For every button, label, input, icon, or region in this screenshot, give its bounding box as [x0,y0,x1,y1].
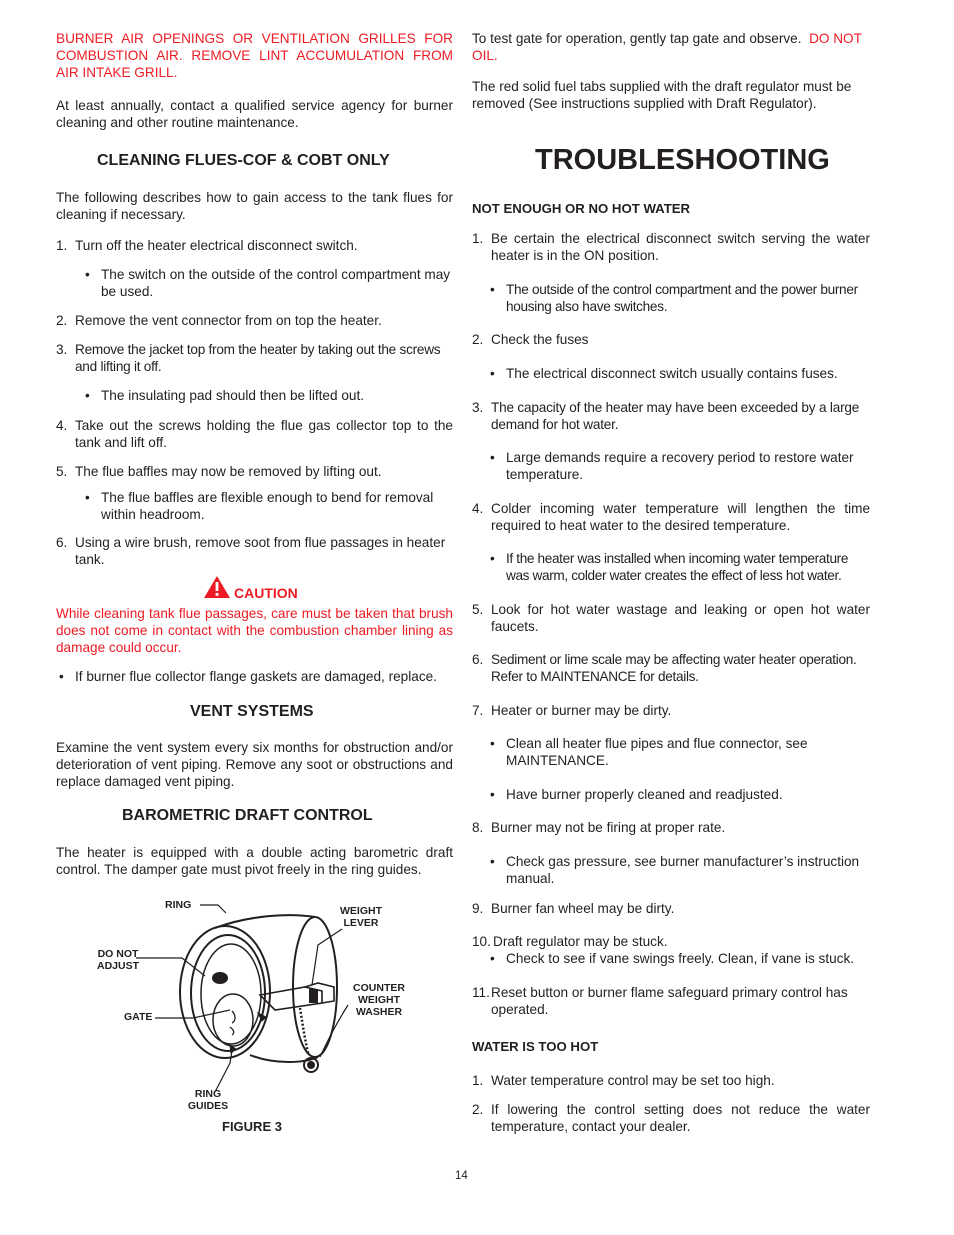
item-number: 10. [472,934,491,949]
item-number: 2. [472,1102,484,1117]
caution-text: While cleaning tank flue passages, care must be taken that brush does not come in contact with the combustion chamber lining as damage could occur. [56,606,453,655]
water-too-hot-heading: WATER IS TOO HOT [472,1039,599,1054]
vent-systems-heading: VENT SYSTEMS [190,703,314,720]
step-text: Using a wire brush, remove soot from flue passages in heater tank. [75,535,446,567]
item-number: 1. [472,1073,484,1088]
step-number: 1. [56,238,68,253]
test-gate-text: To test gate for operation, gently tap gate and observe. [472,31,802,46]
item-bullet: • Check gas pressure, see burner manufacturer’s instruction manual. [506,853,870,887]
caution-label: CAUTION [234,585,298,601]
item-text: Burner fan wheel may be dirty. [491,901,675,916]
step-bullet: • The flue baffles are flexible enough to bend for removal within headroom. [101,489,453,523]
step-number: 5. [56,464,68,479]
item-number: 9. [472,901,484,916]
figure-3-caption: FIGURE 3 [222,1119,282,1134]
figure-label-weight-lever: WEIGHT LEVER [340,905,382,929]
item-text: Colder incoming water temperature will lengthen the time required to heat water to the desired temperature. [491,501,870,533]
item-number: 4. [472,501,484,516]
item-number: 5. [472,602,484,617]
item-text: Sediment or lime scale may be affecting water heater operation. Refer to MAINTENANCE for details. [491,652,857,684]
step-text: Turn off the heater electrical disconnect switch. [75,238,358,253]
item-number: 1. [472,231,484,246]
step-number: 6. [56,535,68,550]
red-tabs-paragraph: The red solid fuel tabs supplied with the draft regulator must be removed (See instructions supplied with Draft Regulator). [472,79,852,111]
item-bullet: • Clean all heater flue pipes and flue connector, see MAINTENANCE. [506,735,836,769]
step-text: Remove the vent connector from on top the heater. [75,313,382,328]
item-text: Look for hot water wastage and leaking or open hot water faucets. [491,602,870,634]
item-bullet: • The outside of the control compartment and the power burner housing also have switches. [506,281,870,315]
item-text: Burner may not be firing at proper rate. [491,820,726,835]
step-text: Remove the jacket top from the heater by taking out the screws and lifting it off. [75,342,441,374]
intro-warning: BURNER AIR OPENINGS OR VENTILATION GRILLES FOR COMBUSTION AIR. REMOVE LINT ACCUMULATION FROM AIR INTAKE GRILL. [56,31,453,80]
barometric-draft-heading: BAROMETRIC DRAFT CONTROL [122,807,373,824]
item-number: 3. [472,400,484,415]
page-number: 14 [455,1170,468,1182]
item-text: Heater or burner may be dirty. [491,703,672,718]
test-gate-paragraph [472,30,870,64]
figure-label-ring-guides: RING GUIDES [187,1088,229,1112]
step-text: The flue baffles may now be removed by lifting out. [75,464,382,479]
warning-triangle-icon [203,575,231,599]
item-bullet: • Have burner properly cleaned and readjusted. [506,786,870,803]
step-bullet: • The insulating pad should then be lifted out. [101,387,453,404]
barometric-draft-text: The heater is equipped with a double acting barometric draft control. The damper gate must pivot freely in the ring guides. [56,845,453,877]
no-hot-water-heading: NOT ENOUGH OR NO HOT WATER [472,201,691,216]
item-number: 11. [472,985,490,1000]
item-bullet: • Check to see if vane swings freely. Clean, if vane is stuck. [506,950,870,967]
item-bullet: • If the heater was installed when incoming water temperature was warm, colder water creates the effect of less hot water. [506,550,870,584]
step-bullet: • The switch on the outside of the control compartment may be used. [101,266,453,300]
cleaning-intro: The following describes how to gain access to the tank flues for cleaning if necessary. [56,190,453,222]
item-number: 6. [472,652,484,667]
item-text: Water temperature control may be set too high. [491,1073,775,1088]
item-bullet: • Large demands require a recovery period to restore water temperature. [506,449,870,483]
item-text: Reset button or burner flame safeguard primary control has operated. [491,985,848,1017]
figure-label-counter-weight-washer: COUNTER WEIGHT WASHER [353,982,405,1018]
item-bullet: • The electrical disconnect switch usually contains fuses. [506,365,870,382]
item-text: Check the fuses [491,332,589,347]
gasket-bullet: • If burner flue collector flange gaskets are damaged, replace. [75,668,453,685]
item-text: Draft regulator may be stuck. [493,934,668,949]
item-text: Be certain the electrical disconnect switch serving the water heater is in the ON position. [491,231,870,263]
item-number: 8. [472,820,484,835]
annual-maintenance-paragraph: At least annually, contact a qualified service agency for burner cleaning and other routine maintenance. [56,98,453,130]
cleaning-flues-heading: CLEANING FLUES-COF & COBT ONLY [97,152,390,169]
step-number: 2. [56,313,68,328]
item-number: 2. [472,332,484,347]
figure-label-gate: GATE [124,1011,153,1023]
figure-label-ring: RING [165,899,192,911]
step-text: Take out the screws holding the flue gas collector top to the tank and lift off. [75,418,453,450]
item-number: 7. [472,703,484,718]
item-text: The capacity of the heater may have been exceeded by a large demand for hot water. [491,400,860,432]
step-number: 3. [56,342,68,357]
figure-label-do-not-adjust: DO NOT ADJUST [96,948,139,972]
troubleshooting-title: TROUBLESHOOTING [535,144,830,176]
vent-systems-text: Examine the vent system every six months for obstruction and/or deterioration of vent piping. Remove any soot or obstructions and replace damaged vent piping. [56,740,453,789]
item-text: If lowering the control setting does not reduce the water temperature, contact your dealer. [491,1102,870,1134]
figure-3-draft-regulator [90,895,420,1120]
do-not-oil-warning: DO NOT OIL. [472,31,862,63]
step-number: 4. [56,418,68,433]
